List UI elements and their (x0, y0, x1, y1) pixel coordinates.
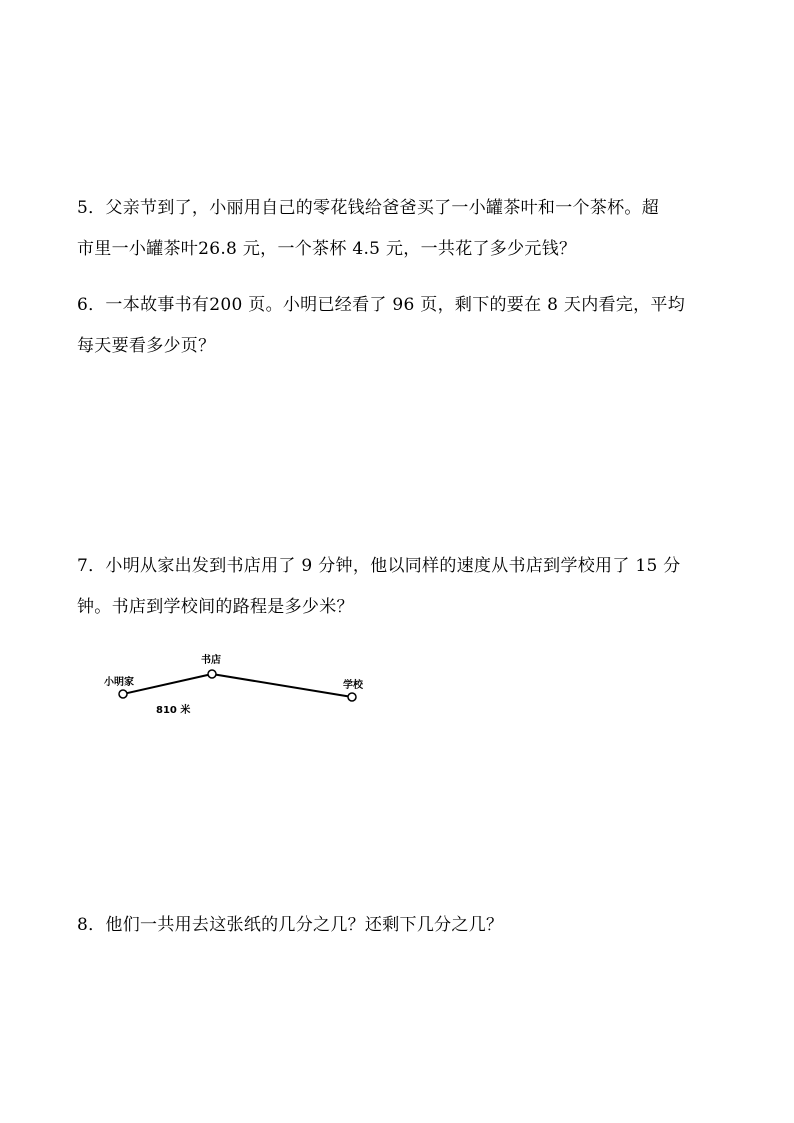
store-point (208, 670, 216, 678)
problem-7-line-2: 钟。书店到学校间的路程是多少米？ (77, 597, 354, 617)
school-point (348, 693, 356, 701)
problem-8-line-1: 8．他们一共用去这张纸的几分之几？还剩下几分之几？ (77, 915, 504, 935)
problem-7-line-1: 7．小明从家出发到书店用了 9 分钟，他以同样的速度从书店到学校用了 15 分 (77, 556, 681, 576)
school-label: 学校 (343, 680, 363, 691)
home-point (119, 690, 127, 698)
store-label: 书店 (201, 655, 221, 666)
problem-6-line-1: 6．一本故事书有200 页。小明已经看了 96 页，剩下的要在 8 天内看完，平均 (77, 295, 686, 315)
home-to-store-segment (123, 674, 212, 694)
problem-5-line-2: 市里一小罐茶叶26.8 元，一个茶杯 4.5 元，一共花了多少元钱？ (77, 239, 577, 259)
distance-label: 810 米 (156, 705, 191, 716)
store-to-school-segment (212, 674, 352, 697)
problem-6-line-2: 每天要看多少页？ (77, 336, 216, 356)
problem-5-line-1: 5．父亲节到了，小丽用自己的零花钱给爸爸买了一小罐茶叶和一个茶杯。超 (77, 198, 660, 218)
home-label: 小明家 (104, 677, 134, 688)
route-diagram (100, 650, 390, 730)
